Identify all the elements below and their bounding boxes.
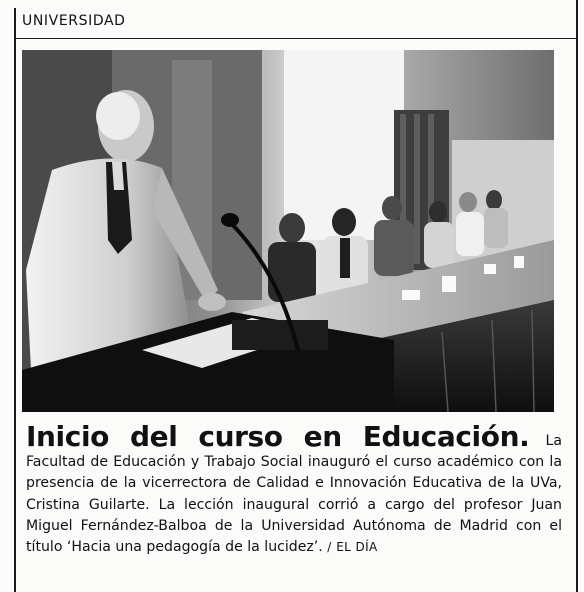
article-headline: Inicio del curso en Educación.: [26, 420, 530, 453]
section-label: UNIVERSIDAD: [22, 13, 126, 29]
right-column-rule: [576, 0, 578, 592]
photo-credit: EL DÍA: [336, 540, 378, 555]
news-photo: [22, 50, 554, 412]
photo-credit-separator: /: [327, 540, 332, 555]
section-divider: [16, 38, 576, 39]
article-caption: [26, 422, 562, 558]
blind-slat: [414, 114, 420, 264]
article-body: La Facultad de Educación y Trabajo Social inauguró el curso académico con la presencia de la vicerrectora de Calidad e Innovación Educativa de la UVa, Cristina Guilarte. La lección inaugural corrió a cargo del profesor Juan Miguel Fernández-Balboa de la Universidad Autónoma de Madrid con el título ‘Hacia una pedagogía de la lucidez’.: [26, 433, 562, 556]
left-column-rule: [14, 8, 16, 592]
